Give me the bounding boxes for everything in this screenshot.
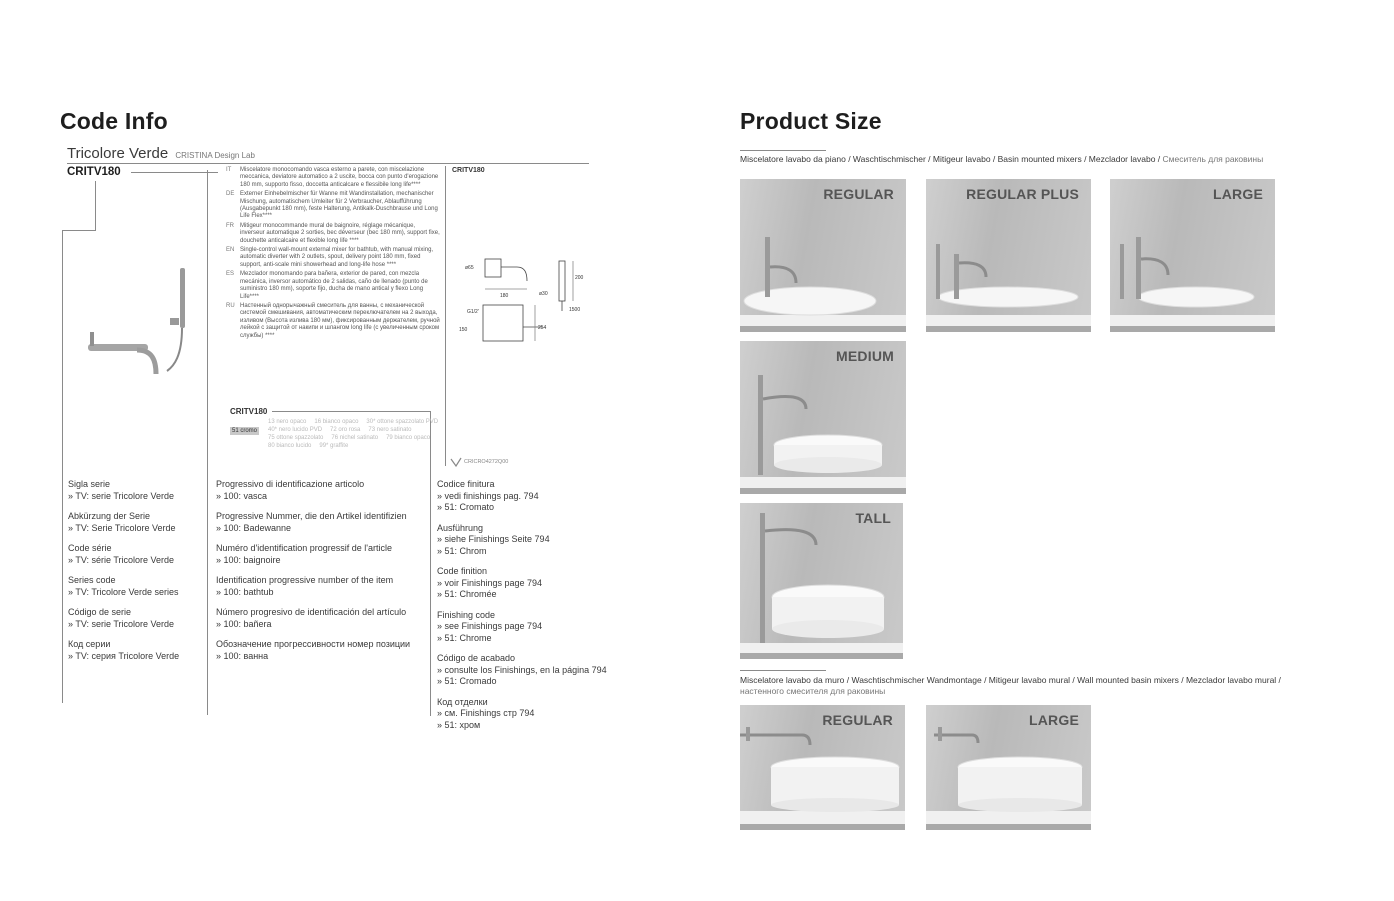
size-label: TALL <box>855 510 891 526</box>
caption-text-ru: Смеситель для раковины <box>1162 154 1264 164</box>
size-tile-tall[interactable] <box>740 503 903 659</box>
technical-drawing <box>455 255 590 355</box>
size-label: LARGE <box>1029 712 1079 728</box>
finish-selected <box>230 419 259 437</box>
size-label: REGULAR <box>823 186 894 202</box>
legend-value: » TV: série Tricolore Verde <box>68 554 175 565</box>
deck-mixers-caption <box>740 154 1370 164</box>
legend-value: » 100: ванна <box>216 650 269 661</box>
language-code: ES <box>226 271 235 278</box>
basin-illustration <box>740 503 903 659</box>
size-label: REGULAR PLUS <box>966 186 1079 202</box>
legend-title: Progressivo di identificazione articolo <box>216 479 365 489</box>
legend-title: Обозначение прогрессивности номер позиции <box>216 639 411 649</box>
legend-entry <box>216 543 426 566</box>
legend-value: » vedi finishings pag. 794 <box>437 490 539 501</box>
legend-value: » 100: vasca <box>216 490 268 501</box>
series-heading <box>67 145 255 162</box>
legend-value: » voir Finishings page 794 <box>437 577 543 588</box>
wall-mixers-caption <box>740 675 1350 697</box>
legend-title: Numéro d'identification progressif de l'article <box>216 543 393 553</box>
legend-title: Code série <box>68 543 112 553</box>
legend-entry <box>437 523 637 558</box>
language-code: DE <box>226 191 235 198</box>
leader-line <box>63 230 96 231</box>
dim-label: ø65 <box>465 265 474 271</box>
series-designer: CRISTINA Design Lab <box>175 151 255 160</box>
finish-tag: 51 cromo <box>232 428 258 434</box>
legend-entry <box>216 575 426 598</box>
legend-value: » 100: Badewanne <box>216 522 292 533</box>
legend-finish-codes <box>437 479 637 740</box>
finish-option: 13 nero opaco <box>268 419 307 425</box>
legend-title: Codice finitura <box>437 479 495 489</box>
description-text: Externer Einhebelmischer für Wanne mit Wandinstallation, mechanischer Mischung, automatischem Umleiter für 2 Verbraucher, Ablaufführung (Ausgabepunkt 180 mm), feste Halterung, Antikalk-Duschbrause und Long Life Flex**** <box>240 191 438 220</box>
description-row <box>226 271 440 301</box>
wall-size-tile-regular[interactable] <box>740 705 905 830</box>
leader-line <box>131 172 218 173</box>
legend-series-codes <box>68 479 208 671</box>
size-label: MEDIUM <box>836 348 894 364</box>
legend-title: Sigla serie <box>68 479 111 489</box>
legend-entry <box>68 607 208 630</box>
caption-rule <box>740 150 826 151</box>
finish-option: 73 nero satinato <box>368 427 412 433</box>
size-tile-regular-plus[interactable] <box>926 179 1091 332</box>
dim-label: ø30 <box>539 291 548 297</box>
legend-title: Ausführung <box>437 522 484 533</box>
legend-value: » consulte los Finishings, en la página 794 <box>437 664 607 675</box>
legend-value: » 51: Chrome <box>437 632 492 643</box>
legend-value: » TV: Serie Tricolore Verde <box>68 522 176 533</box>
finish-option: 99* graffite <box>319 443 349 449</box>
legend-item-numbers <box>216 479 426 671</box>
mixer-lever <box>90 332 94 346</box>
finish-code: CRITV180 <box>230 407 268 416</box>
language-code: IT <box>226 167 232 173</box>
description-row <box>226 191 440 221</box>
finish-option: 72 oro rosa <box>330 427 361 433</box>
legend-entry <box>68 575 208 598</box>
description-text: Mezclador monomando para bañera, exterior de pared, con mezcla mecánica, inversor automático de 2 salidas, caño de llenado (punto de suministro 180 mm), soporte fijo, ducha de mano antical y flexo Long Life**** <box>240 271 428 300</box>
description-text: Miscelatore monocomando vasca esterno a parete, con miscelazione meccanica, deviatore automatico a 2 uscite, bocca con punto d'erogazione 180 mm, supporto fisso, doccetta anticalcare e flessibile long life**** <box>240 167 439 188</box>
series-name: Tricolore Verde <box>67 145 169 162</box>
certification-code: CRICRO4272Q00 <box>464 459 509 465</box>
legend-title: Код отделки <box>437 696 488 707</box>
legend-title: Progressive Nummer, die den Artikel identifizien <box>216 511 407 521</box>
finish-option: 40* nero lucido PVD <box>268 427 323 433</box>
legend-title: Series code <box>68 575 116 585</box>
legend-title: Código de acabado <box>437 653 516 663</box>
legend-entry <box>437 697 637 732</box>
bath-mixer-photo <box>82 266 192 378</box>
wall-size-tile-large[interactable] <box>926 705 1091 830</box>
legend-value: » TV: serie Tricolore Verde <box>68 490 175 501</box>
legend-entry <box>216 607 426 630</box>
description-row <box>226 247 440 269</box>
legend-title: Finishing code <box>437 609 496 620</box>
dim-label: G1/2' <box>467 309 479 315</box>
legend-title: Código de serie <box>68 607 132 617</box>
description-text: Mitigeur monocommande mural de baignoire, réglage mécanique, inverseur automatique 2 sorties, bec déverseur (bec 180 mm), support fixe, douchette anticalcaire et flexible long life **** <box>240 222 440 244</box>
size-tile-regular[interactable] <box>740 179 906 332</box>
legend-value: » TV: серия Tricolore Verde <box>68 650 180 661</box>
finish-option: 79 bianco opaco <box>386 435 431 441</box>
legend-title: Код серии <box>68 639 111 649</box>
description-row <box>226 167 440 189</box>
description-row <box>226 303 440 340</box>
finish-option: 76 nichel satinato <box>331 435 379 441</box>
hand-shower <box>180 268 185 328</box>
legend-entry <box>68 543 208 566</box>
legend-value: » 51: Chromée <box>437 589 497 599</box>
caption-text-ru: настенного смесителя для раковины <box>740 686 886 696</box>
certification-icon <box>450 457 462 467</box>
finish-options <box>268 419 443 450</box>
legend-entry <box>216 639 426 662</box>
legend-value: » 51: Cromado <box>437 676 497 686</box>
drawing-body-front <box>483 305 523 341</box>
code-info-title: Code Info <box>60 108 168 134</box>
legend-value: » 51: Chrom <box>437 545 487 556</box>
shower-hose <box>167 328 182 371</box>
language-code: EN <box>226 247 235 254</box>
caption-text: Miscelatore lavabo da piano / Waschtischmischer / Mitigeur lavabo / Basin mounted mixers / Mezclador lavabo / <box>740 154 1161 164</box>
drawing-body-top <box>485 259 501 277</box>
legend-entry <box>68 479 208 502</box>
drawing-code: CRITV180 <box>452 167 485 174</box>
dim-label: 150 <box>459 327 468 333</box>
shower-holder <box>170 318 179 325</box>
leader-line <box>445 166 446 466</box>
language-code: FR <box>226 222 234 229</box>
finish-option: 30* ottone spazzolato PVD <box>366 419 439 425</box>
legend-value: » 100: baignoire <box>216 554 281 565</box>
legend-value: » siehe Finishings Seite 794 <box>437 534 550 544</box>
description-row <box>226 223 440 245</box>
legend-value: » TV: Tricolore Verde series <box>68 586 179 597</box>
size-tile-large[interactable] <box>1110 179 1275 332</box>
legend-entry <box>437 566 637 601</box>
legend-value: » 51: Cromato <box>437 502 495 512</box>
finish-option: 80 bianco lucido <box>268 443 312 449</box>
language-code: RU <box>226 302 235 309</box>
legend-entry <box>216 511 426 534</box>
leader-line <box>62 230 63 703</box>
legend-entry <box>437 479 637 514</box>
legend-title: Número progresivo de identificación del artículo <box>216 607 407 617</box>
leader-line <box>430 411 431 716</box>
caption-rule <box>740 670 826 671</box>
description-list <box>226 167 440 342</box>
size-tile-medium[interactable] <box>740 341 906 494</box>
legend-title: Abkürzung der Serie <box>68 511 151 521</box>
drawing-shower <box>559 261 565 301</box>
mixer-spout <box>137 350 156 374</box>
product-code: CRITV180 <box>67 166 121 178</box>
dim-label: 200 <box>575 275 584 281</box>
legend-value: » TV: serie Tricolore Verde <box>68 618 175 629</box>
leader-line <box>272 411 430 412</box>
description-text: Настенный однорычажный смеситель для ванны, с механической системой смешивания, автоматическим переключателем на 2 выхода, изливом (Высота излива 180 мм), фиксированным держателем, ручной лейкой с защитой от накипи и шлангом long life (с увеличенным сроком службы) **** <box>240 302 440 339</box>
dim-label: 254 <box>538 325 547 331</box>
description-text: Single-control wall-mount external mixer for bathtub, with manual mixing, automatic diverter with 2 outlets, spout, delivery point 180 mm, fixed support, anti-scale mini showerhead and long-life hose **** <box>240 247 434 268</box>
finish-option: 16 bianco opaco <box>314 419 359 425</box>
series-rule <box>67 163 589 164</box>
legend-value: » 100: bañera <box>216 618 272 629</box>
legend-entry <box>68 511 208 534</box>
product-size-title: Product Size <box>740 108 882 134</box>
legend-entry <box>437 610 637 645</box>
certification <box>450 457 508 467</box>
size-label: LARGE <box>1213 186 1263 202</box>
legend-value: » see Finishings page 794 <box>437 621 543 631</box>
legend-title: Identification progressive number of the item <box>216 575 394 585</box>
size-label: REGULAR <box>822 712 893 728</box>
finish-option: 75 ottone spazzolato <box>268 435 324 441</box>
drawing-spout <box>501 267 527 281</box>
legend-value: » 51: хром <box>437 719 481 730</box>
legend-entry <box>437 653 637 688</box>
leader-line <box>95 181 96 231</box>
caption-text: Miscelatore lavabo da muro / Waschtischmischer Wandmontage / Mitigeur lavabo mural / Wall mounted basin mixers / Mezclador lavabo mural / <box>740 675 1281 685</box>
legend-title: Code finition <box>437 566 488 576</box>
dim-label: 180 <box>500 293 509 299</box>
legend-entry <box>216 479 426 502</box>
legend-value: » см. Finishings стр 794 <box>437 708 535 718</box>
legend-entry <box>68 639 208 662</box>
legend-value: » 100: bathtub <box>216 586 274 597</box>
dim-label: 1500 <box>569 307 581 313</box>
